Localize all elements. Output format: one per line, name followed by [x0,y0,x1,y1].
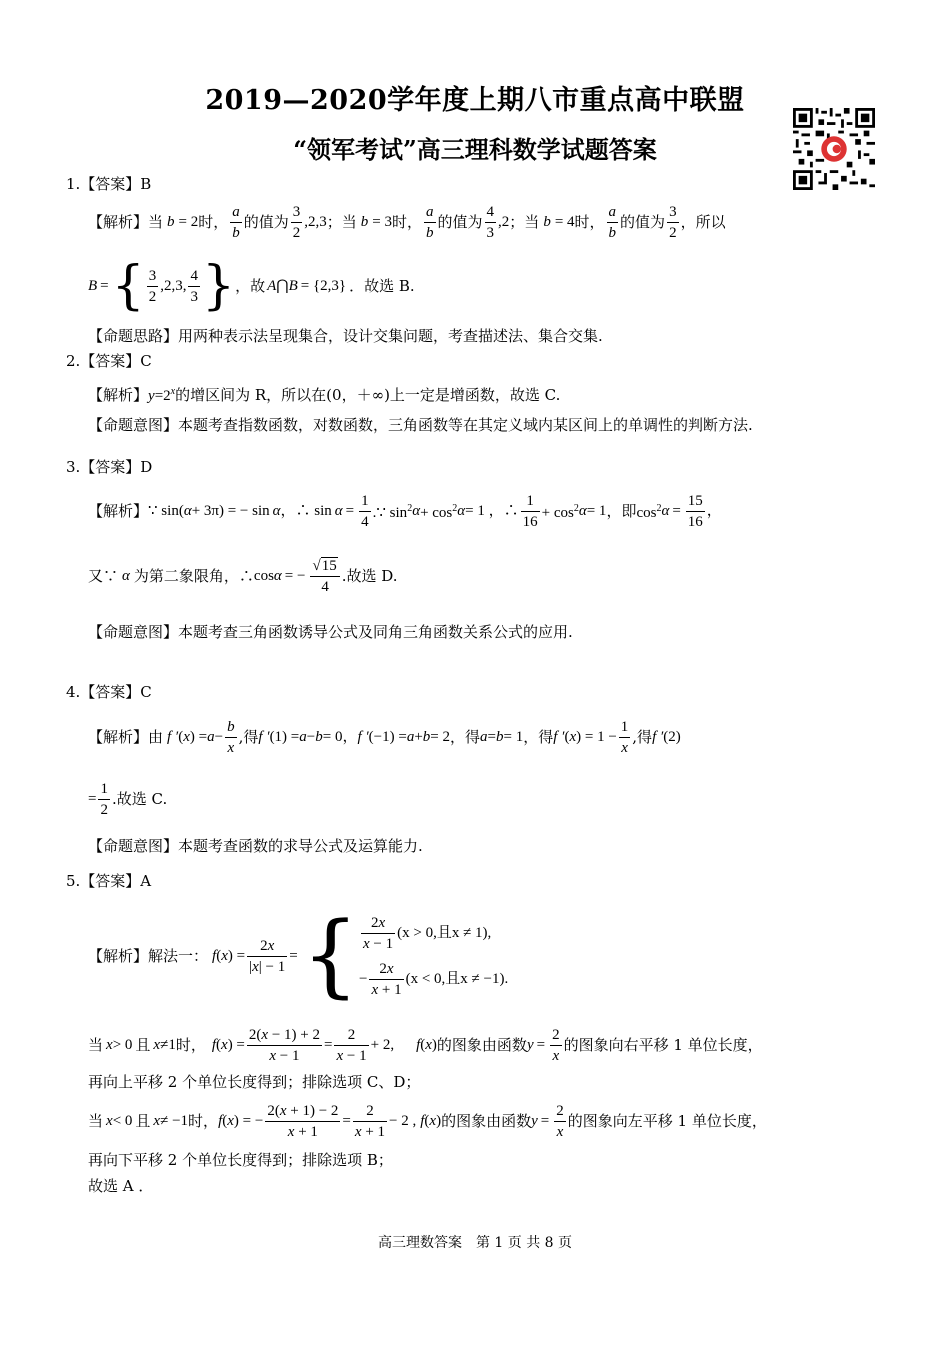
q1-text: ，故 [235,277,266,295]
fraction: $\frac{2}{x}$ [556,1102,564,1140]
fraction: $\frac{2(x + 1) - 2}{x + 1}$ [267,1102,339,1140]
case-condition: (x < 0,且x ≠ −1). [405,971,509,987]
fraction: $\frac{2x}{|x| - 1}$ [249,937,286,975]
fraction: $\frac{a}{b}$ [232,203,240,241]
fraction: $\frac{1}{x}$ [620,718,629,756]
case-condition: (x > 0,且x ≠ 1), [397,925,492,941]
q4-line2: = $\frac{1}{2}$ .故选 C. [88,780,168,818]
q4-analysis: 【解析】由 f ′ ( x ) = a − $\frac{b}{x}$ ,得 f ′ (1) = a − b = 0， f ′ (−1) = a + b = 2 ，得 a = b = 1 ，得 f ′ ( x ) = 1 − $\frac{1}{x}$ ,得 f ′ (2) [88,718,681,756]
q5-text: 且 [135,1036,151,1054]
fraction: $\frac{1}{2}$ [100,780,108,818]
q5-para2-cont: 再向下平移 2 个单位长度得到；排除选项 B； [88,1151,393,1169]
q5-para1: 当 x > 0 且 x ≠1 时， f ( x ) = $\frac{2(x - 1) + 2}{x - 1}$ = $\frac{2}{x - 1}$ + 2, f ( x ) 的图象由函数 y = $\frac{2}{x}$ 的图象向右平移 1 单位长度， [88,1026,763,1064]
fraction: $\frac{a}{b}$ [426,203,434,241]
page-title: 2019—2020学年度上期八市重点高中联盟 [205,85,745,116]
q1-text: 时， [198,213,229,231]
q5-para1-cont: 再向上平移 2 个单位长度得到；排除选项 C、D； [88,1073,421,1091]
q4-text: .故选 C. [111,790,168,808]
fraction: $\frac{4}{3}$ [486,203,495,241]
q1-text: 的值为 [437,213,483,231]
fraction: $\frac{4}{3}$ [190,267,198,305]
q3-text: .故选 D. [341,567,398,585]
q1-analysis: 【解析】 当 b = 2 时， $\frac{a}{b}$ 的值为 $\frac{3}{2}$ ,2,3 ；当 b = 3 时， $\frac{a}{b}$ 的值为 $\frac{4}{3}$ ,2 ；当 b = 4 时， $\frac{a}{b}$ 的值为 $\frac{3}{2}$ ，所以 [88,203,726,241]
analysis-label: 【解析】 [88,386,149,404]
q5-answer: 5.【答案】A [66,872,152,890]
q5-text: 且 [135,1112,151,1130]
q1-text: 的值为 [243,213,289,231]
q1-text: ；当 [326,213,357,231]
qr-code-icon [793,108,875,190]
q5-text: 时， [188,1112,219,1130]
q1-answer: 1.【答案】B [66,175,152,193]
fraction: $\frac{2(x - 1) + 2}{x - 1}$ [248,1026,320,1064]
q1-text: ；当 [509,213,540,231]
q3-text: 为第二象限角，∴ [133,567,254,585]
q4-text: ,得 [632,728,653,746]
q1-text: 的值为 [620,213,666,231]
q4-text: ,得 [238,728,259,746]
q5-conclusion: 故选 A ． [88,1177,154,1195]
q4-answer: 4.【答案】C [66,683,152,701]
fraction: $\frac{1}{16}$ [522,492,538,530]
fraction: $\frac{3}{2}$ [292,203,301,241]
fraction: $\frac{15}{16}$ [687,492,703,530]
q3-answer: 3.【答案】D [66,458,153,476]
analysis-label: 【解析】 [88,213,149,231]
q5-text: 的图象向左平移 1 单位长度， [567,1112,767,1130]
q4-text: ，得 [523,728,554,746]
fraction: $\frac{b}{x}$ [227,718,235,756]
fraction: $\frac{1}{4}$ [361,492,369,530]
q2-answer: 2.【答案】C [66,352,152,370]
q5-text: 当 [88,1112,104,1130]
q2-text: 的增区间为 R，所以在(0，＋∞)上一定是增函数，故选 C. [175,386,561,404]
q1-text: ．故选 B. [349,277,415,295]
fraction: $\frac{3}{2}$ [669,203,677,241]
fraction: $\frac{2x}{x - 1}$ [362,914,394,952]
fraction: $\frac{2}{x + 1}$ [354,1102,386,1140]
q3-analysis: 【解析】 ∵ sin( α + 3π) = − sin α ，∴ sin α = $\frac{1}{4}$ .∵ $\sin^2$ α + $\cos^2$ α = 1 ，∴ $\frac{1}{16}$ + $\cos^2$ α = 1 ，即 $\cos^2$ α = $\frac{15}{16}$ ， [88,492,722,530]
q3-text: ，即 [606,502,637,520]
q3-line2: 又∵ α 为第二象限角，∴ cos α = − $\frac{√15}{4}$ .故选 D. [88,557,398,595]
q5-analysis: 【解析】解法一： f ( x ) = $\frac{2x}{|x| - 1}$ = { $\frac{2x}{x - 1}$ (x > 0,且x ≠ 1), − $\frac{2x}{x + 1}$ (x < 0,且x ≠ −1). [88,903,509,1008]
q5-text: 时， [175,1036,206,1054]
q1-set-line: B = { $\frac{3}{2}$ ,2,3, $\frac{4}{3}$ } ，故 A ⋂ B = {2,3} ．故选 B. [88,256,415,316]
fraction: $\frac{a}{b}$ [608,203,617,241]
q1-text: 时， [574,213,605,231]
q4-text: ，得 [450,728,481,746]
q1-text: ，所以 [680,213,726,231]
q1-text: 时， [392,213,423,231]
q3-idea: 【命题意图】本题考查三角函数诱导公式及同角三角函数关系公式的应用. [88,623,573,641]
q1-idea: 【命题思路】用两种表示法呈现集合，设计交集问题，考查描述法、集合交集. [88,327,603,345]
page-subtitle: “领军考试”高三理科数学试题答案 [293,135,657,164]
analysis-label: 【解析】解法一： [88,947,209,965]
q2-analysis: 【解析】$y=2^x$的增区间为 R，所以在(0，＋∞)上一定是增函数，故选 C. [88,386,561,404]
analysis-label: 【解析】 [88,502,149,520]
q2-idea: 【命题意图】本题考查指数函数，对数函数，三角函数等在其定义域内某区间上的单调性的判断方法. [88,416,753,434]
q4-idea: 【命题意图】本题考查函数的求导公式及运算能力. [88,837,423,855]
q5-para2: 当 x < 0 且 x ≠ −1 时， f ( x ) = − $\frac{2(x + 1) - 2}{x + 1}$ = $\frac{2}{x + 1}$ − 2 , f ( x ) 的图象由函数 y = $\frac{2}{x}$ 的图象向左平移 1 单位长度， [88,1102,767,1140]
analysis-label: 【解析】由 [88,728,164,746]
q5-text: 的图象由函数 [436,1036,527,1054]
fraction: $\frac{2}{x}$ [552,1026,560,1064]
q5-text: 的图象由函数 [441,1112,532,1130]
q5-text: 当 [88,1036,104,1054]
q5-text: 的图象向右平移 1 单位长度， [563,1036,763,1054]
fraction: $\frac{2x}{x + 1}$ [371,960,402,998]
q3-text: 又∵ [88,567,119,585]
fraction: $\frac{3}{2}$ [148,267,157,305]
page-footer: 高三理数答案 第 1 页 共 8 页 [377,1235,573,1251]
q1-text: 当 [148,213,164,231]
fraction: $\frac{2}{x - 1}$ [336,1026,367,1064]
fraction: $\frac{√15}{4}$ [310,556,339,597]
